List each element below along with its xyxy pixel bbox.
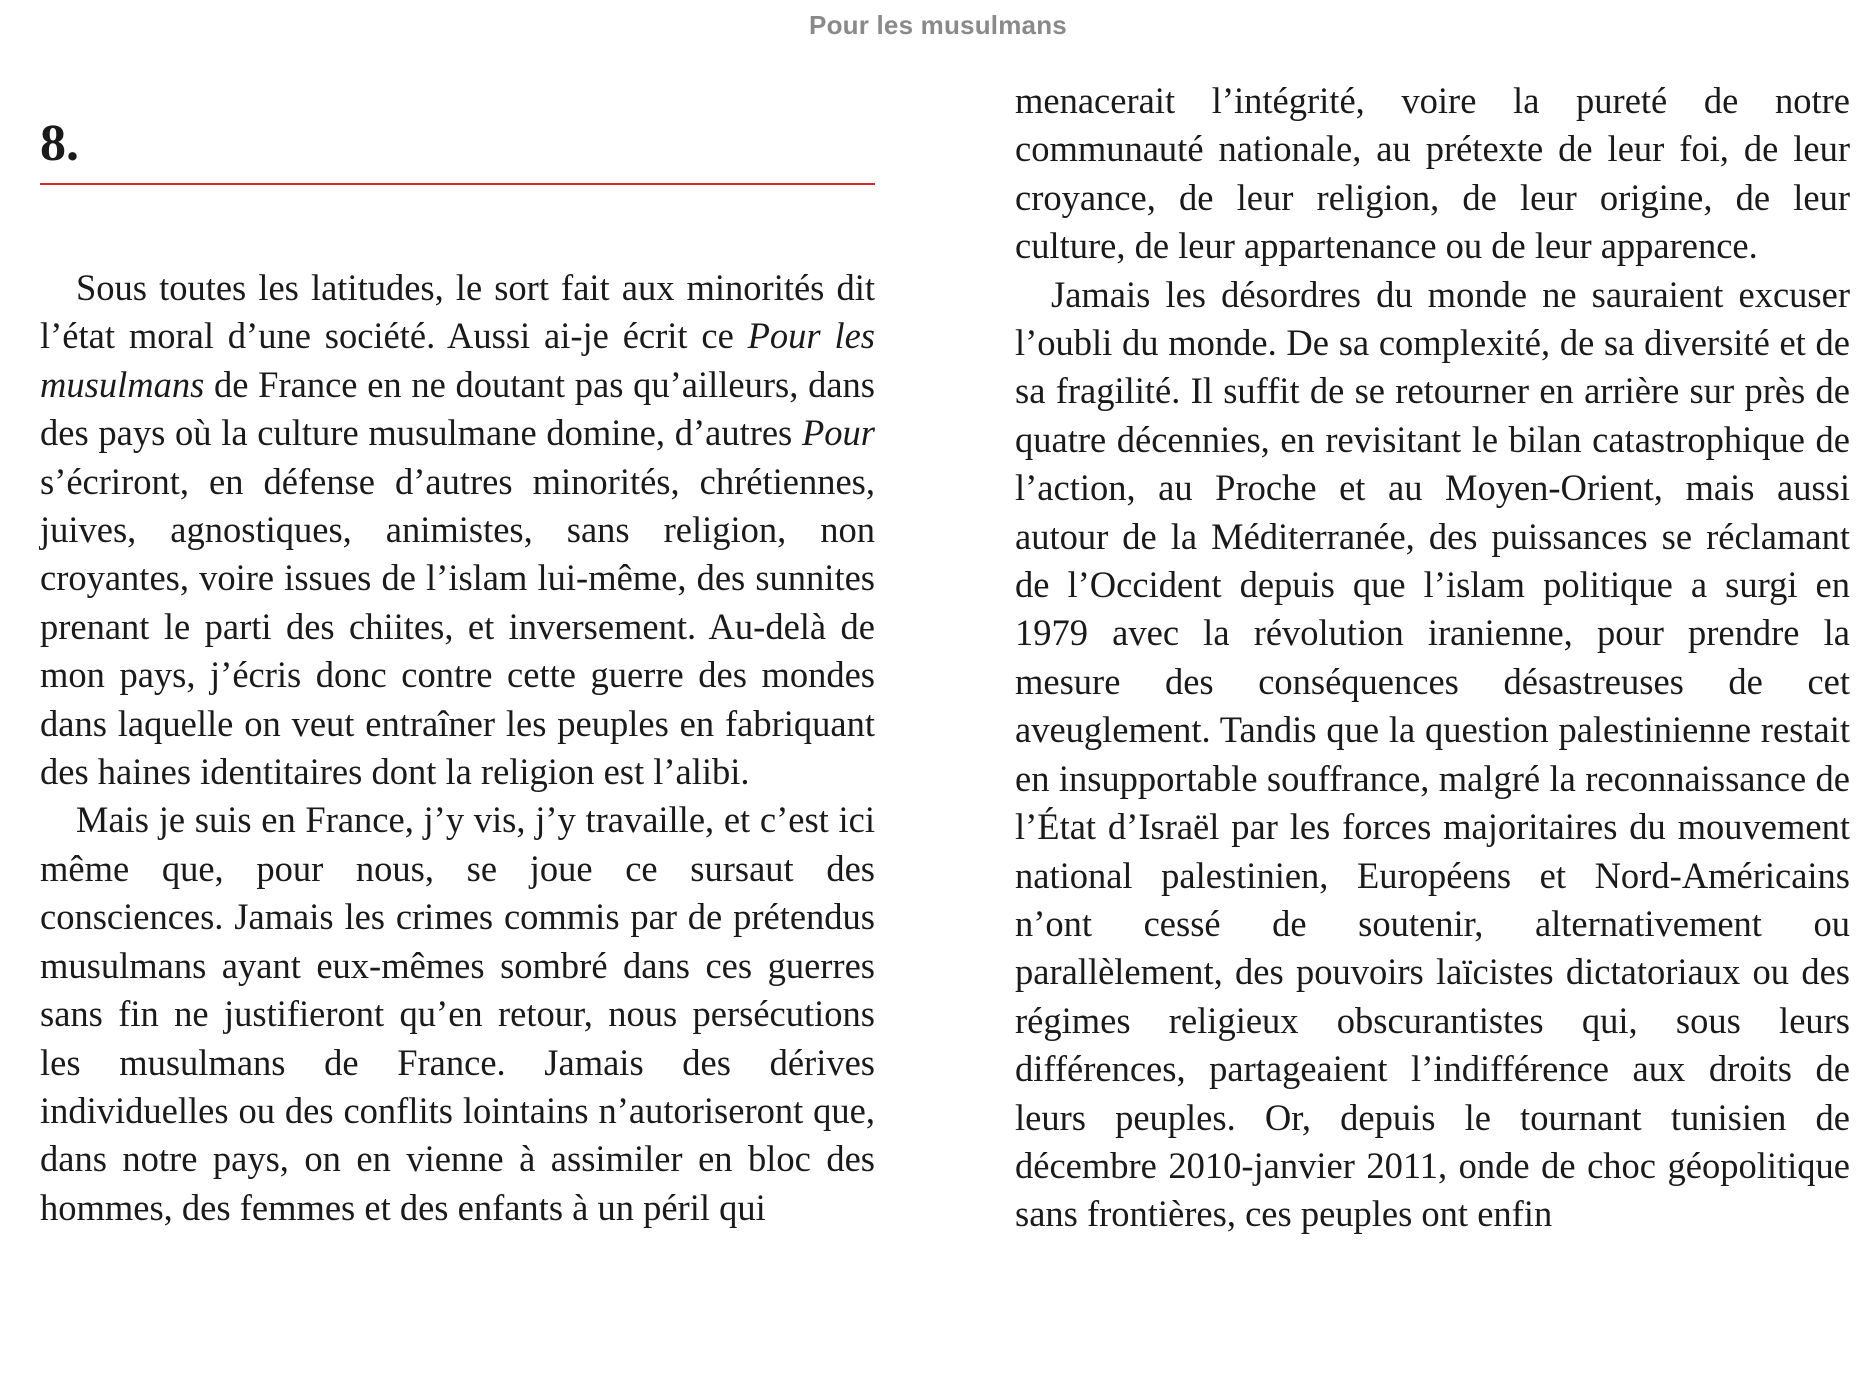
paragraph: Jamais les désordres du monde ne sauraient excuser l’oubli du monde. De sa complexité, de sa diversité et de sa fragilité. Il suffit de se retourner en arrière sur près de quatre décennies, en revisitant le bilan catastrophique de l’action, au Proche et au Moyen-Orient, mais aussi autour de la Méditerranée, des puissances se réclamant de l’Occident depuis que l’islam politique a surgi en 1979 avec la révolution iranienne, pour prendre la mesure des conséquences désastreuses de cet aveuglement. Tandis que la question palestinienne restait en insupportable souffrance, malgré la reconnaissance de l’État d’Israël par les forces majoritaires du mouvement national palestinien, Européens et Nord-Américains n’ont cessé de soutenir, alternativement ou parallèlement, des pouvoirs laïcistes dictatoriaux ou des régimes religieux obscurantistes qui, sous leurs différences, partageaient l’indifférence aux droits de leurs peuples. Or, depuis le tournant tunisien de décembre 2010-janvier 2011, onde de choc géopolitique sans frontières, ces peuples ont enfin bbox=[1015, 273, 1850, 1235]
italic-word: Pour bbox=[802, 412, 875, 454]
paragraph-text: Sous toutes les latitudes, le sort fait aux minorités dit l’état moral d’une société. Aussi ai-je écrit ce bbox=[40, 267, 875, 357]
chapter-number: 8. bbox=[40, 115, 79, 172]
paragraph-text: s’écriront, en défense d’autres minorités, chrétiennes, juives, agnostiques, animistes, sans religion, non croyantes, voire issues de l’islam lui-même, des sunnites prenant le parti des chiites, et inversement. Au-delà de mon pays, j’écris donc contre cette guerre des mondes dans laquelle on veut entraîner les peuples en fabriquant des haines identitaires dont la religion est l’alibi. bbox=[40, 460, 875, 793]
paragraph bbox=[40, 264, 875, 796]
italic-title: Pour les musulmans bbox=[40, 315, 876, 405]
paragraph: Mais je suis en France, j’y vis, j’y travaille, et c’est ici même que, pour nous, se joue ce sursaut des consciences. Jamais les crimes commis par de prétendus musulmans ayant eux-mêmes sombré dans ces guerres sans fin ne justifieront qu’en retour, nous persécutions les musulmans de France. Jamais des dérives individuelles ou des conflits lointains n’autoriseront que, dans notre pays, on en vienne à assimiler en bloc des hommes, des femmes et des enfants à un péril qui bbox=[40, 799, 875, 1228]
running-header-title: Pour les musulmans bbox=[809, 10, 1067, 40]
paragraph-continued: menacerait l’intégrité, voire la pureté de notre communauté nationale, au prétexte de leur foi, de leur croyance, de leur religion, de leur origine, de leur culture, de leur appartenance ou de leur apparence. bbox=[1015, 80, 1850, 267]
paragraph-text: de France en ne doutant pas qu’ailleurs, dans des pays où la culture musulmane domine, d’autres bbox=[40, 363, 875, 454]
chapter-divider bbox=[40, 183, 875, 185]
right-column bbox=[1015, 77, 1850, 1239]
left-column bbox=[40, 264, 875, 1232]
